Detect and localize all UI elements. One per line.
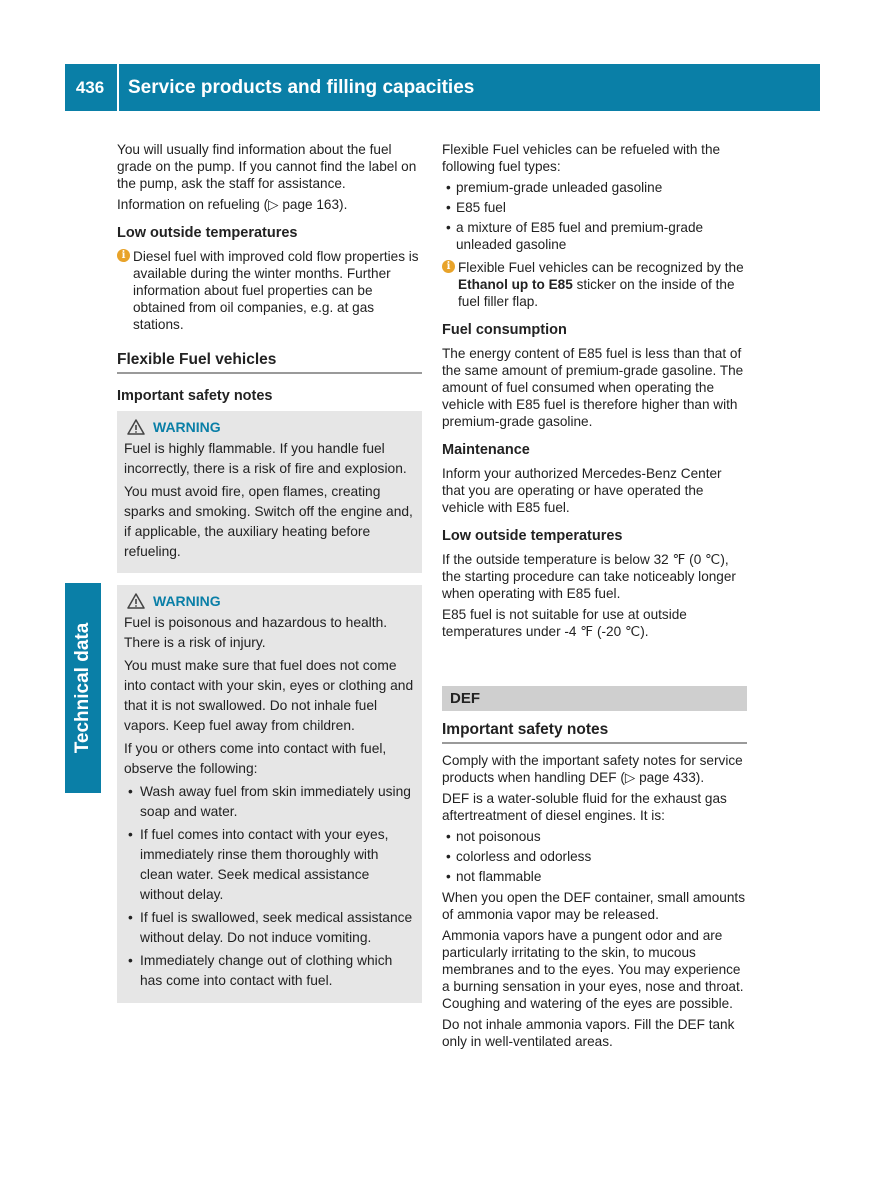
heading-flexible-fuel: Flexible Fuel vehicles — [117, 351, 422, 374]
consumption-paragraph: The energy content of E85 fuel is less than that of the same amount of premium-grade gasoline. The amount of fuel consumed when operating the vehicle with E85 fuel is therefore higher than with premium-grade gasoline. — [442, 346, 744, 429]
warning-title-text: WARNING — [153, 419, 221, 435]
warning-triangle-icon — [127, 593, 145, 609]
info-note-text: Flexible Fuel vehicles can be recognized by the — [458, 260, 744, 275]
low-temp-paragraph: If the outside temperature is below 32 ℉ (0 ℃), the starting procedure can take noticeably longer when operating with E85 fuel. — [442, 552, 736, 601]
info-note-diesel — [117, 248, 422, 333]
page-header — [65, 64, 820, 111]
fuel-grade-paragraph: You will usually find information about the fuel grade on the pump. If you cannot find the label on the pump, ask the staff for assistance. — [117, 142, 417, 191]
def-paragraph: DEF is a water-soluble fluid for the exhaust gas aftertreatment of diesel engines. It is: — [442, 791, 727, 823]
info-note-e85 — [442, 259, 747, 310]
info-note-text: Diesel fuel with improved cold flow properties is available during the winter months. Further information about fuel properties can be obtained from oil companies, e.g. at gas stations. — [133, 249, 419, 332]
warning-text: Fuel is highly flammable. If you handle fuel incorrectly, there is a risk of fire and explosion. — [124, 441, 407, 476]
sticker-name: Ethanol up to E85 — [458, 277, 573, 292]
info-icon: i — [117, 249, 130, 262]
def-paragraph: Ammonia vapors have a pungent odor and are particularly irritating to the skin, to mucous membranes and to the eyes. You may experience a burning sensation in your eyes, nose and throat. Coughing and watering of the eyes are possible. — [442, 928, 744, 1011]
list-item: • E85 fuel — [442, 199, 747, 216]
warning-title — [124, 591, 415, 611]
section-side-tab — [65, 583, 101, 793]
maintenance-paragraph: Inform your authorized Mercedes-Benz Center that you are operating or have operated the vehicle with E85 fuel. — [442, 466, 722, 515]
list-item: • not flammable — [442, 868, 747, 885]
list-item: • not poisonous — [442, 828, 747, 845]
list-item: • colorless and odorless — [442, 848, 747, 865]
warning-title-text: WARNING — [153, 593, 221, 609]
def-properties-list — [442, 828, 747, 885]
heading-safety-notes: Important safety notes — [117, 388, 273, 404]
right-column — [442, 141, 747, 1054]
def-paragraph: Comply with the important safety notes for service products when handling DEF (▷ page 433). — [442, 753, 743, 785]
warning-box-flammable — [117, 411, 422, 573]
side-tab-label: Technical data — [72, 622, 93, 754]
heading-fuel-consumption: Fuel consumption — [442, 322, 567, 338]
left-column — [117, 141, 422, 1015]
refueling-reference: Information on refueling (▷ page 163). — [117, 197, 348, 212]
list-item: • Wash away fuel from skin immediately using soap and water. — [124, 782, 415, 822]
heading-low-temps-e85: Low outside temperatures — [442, 528, 623, 544]
heading-maintenance: Maintenance — [442, 442, 530, 458]
list-item: • If fuel comes into contact with your eyes, immediately rinse them thoroughly with clean water. Seek medical assistance without delay. — [124, 825, 415, 905]
warning-text: You must avoid fire, open flames, creating sparks and smoking. Switch off the engine and, if applicable, the auxiliary heating before refueling. — [124, 484, 413, 559]
info-note-text: sticker on the inside of the fuel filler flap. — [458, 277, 735, 309]
warning-text: You must make sure that fuel does not come into contact with your skin, eyes or clothing and that it is not swallowed. Do not inhale fuel vapors. Keep fuel away from children. — [124, 658, 414, 733]
def-paragraph: When you open the DEF container, small amounts of ammonia vapor may be released. — [442, 890, 745, 922]
warning-title — [124, 417, 415, 437]
section-bar-def: DEF — [442, 686, 747, 711]
list-item: • Immediately change out of clothing which has come into contact with fuel. — [124, 951, 415, 991]
list-item: • If fuel is swallowed, seek medical assistance without delay. Do not induce vomiting. — [124, 908, 415, 948]
first-aid-list — [124, 782, 415, 991]
warning-triangle-icon — [127, 419, 145, 435]
heading-def-safety: Important safety notes — [442, 721, 747, 744]
heading-low-temps: Low outside temperatures — [117, 225, 298, 241]
page-number: 436 — [75, 78, 105, 97]
low-temp-paragraph: E85 fuel is not suitable for use at outside temperatures under -4 ℉ (-20 ℃). — [442, 607, 687, 639]
list-item: • premium-grade unleaded gasoline — [442, 179, 747, 196]
warning-text: Fuel is poisonous and hazardous to health. There is a risk of injury. — [124, 615, 388, 650]
info-icon: i — [442, 260, 455, 273]
warning-text: If you or others come into contact with fuel, observe the following: — [124, 741, 387, 776]
fuel-types-intro: Flexible Fuel vehicles can be refueled with the following fuel types: — [442, 142, 721, 174]
list-item: • a mixture of E85 fuel and premium-grade unleaded gasoline — [442, 219, 747, 253]
fuel-types-list — [442, 179, 747, 253]
warning-box-poisonous — [117, 585, 422, 1003]
header-divider — [117, 64, 119, 111]
page-title: Service products and filling capacities — [128, 77, 475, 98]
def-paragraph: Do not inhale ammonia vapors. Fill the DEF tank only in well-ventilated areas. — [442, 1017, 735, 1049]
